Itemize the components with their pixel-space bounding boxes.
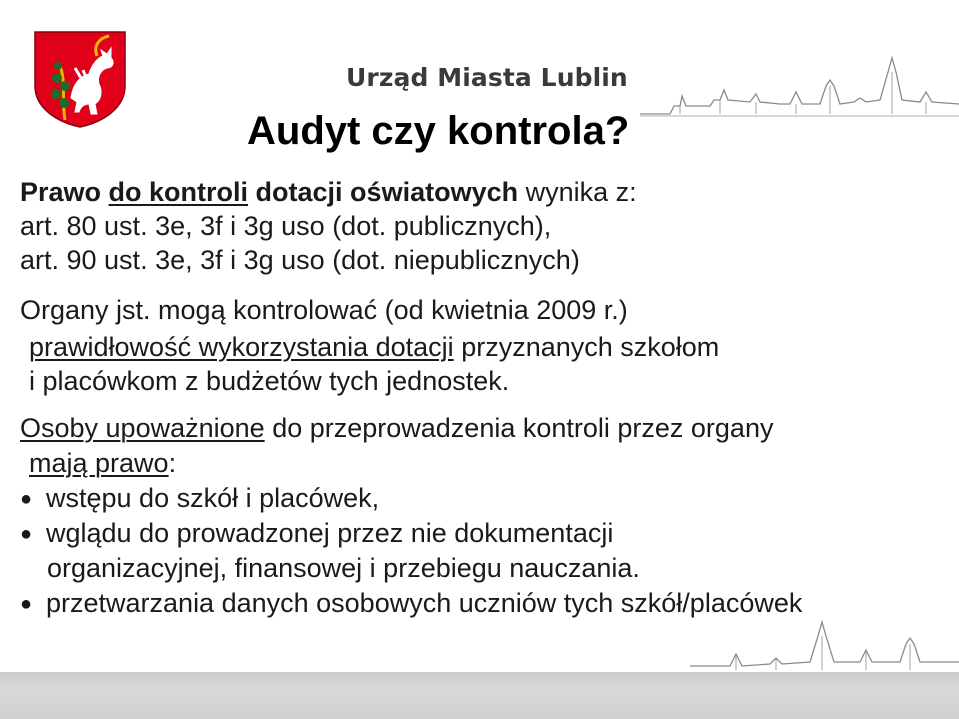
bullet-item-3 <box>20 588 802 619</box>
office-name: Urząd Miasta Lublin <box>346 63 628 92</box>
bullet-text-2a: wglądu do prowadzonej przez nie dokumentacji <box>46 518 614 548</box>
bullet-item-2-cont: organizacyjnej, finansowej i przebiegu nauczania. <box>47 553 640 583</box>
bullet-icon: ● <box>20 523 33 545</box>
bullet-text-1: wstępu do szkół i placówek, <box>46 483 380 513</box>
lublin-skyline-icon <box>640 52 959 118</box>
p2-rest: przyznanych szkołom <box>461 332 720 362</box>
p3-rest1: do przeprowadzenia kontroli przez organy <box>272 413 774 443</box>
p3-maja-prawo: mają prawo <box>29 448 169 478</box>
p1-line2: art. 80 ust. 3e, 3f i 3g uso (dot. publicznych), <box>20 211 552 241</box>
lublin-skyline-icon <box>690 608 959 674</box>
p1-dotacji: dotacji oświatowych <box>255 177 519 207</box>
p1-word-prawo: Prawo <box>20 177 102 207</box>
bullet-icon: ● <box>20 593 33 615</box>
bullet-text-3: przetwarzania danych osobowych uczniów tych szkół/placówek <box>46 588 803 618</box>
p3-colon: : <box>168 448 177 478</box>
p3-line2 <box>29 448 176 479</box>
p3-line1 <box>20 413 773 444</box>
p3-osoby: Osoby upoważnione <box>20 413 265 443</box>
p1-do-kontroli: do kontroli <box>108 177 249 207</box>
p2-line2 <box>29 332 719 363</box>
p2-underlined: prawidłowość wykorzystania dotacji <box>29 332 454 362</box>
p1-wynika: wynika z: <box>525 177 637 207</box>
bullet-icon: ● <box>20 488 33 510</box>
lublin-coat-of-arms-icon <box>31 28 129 128</box>
bullet-item-1 <box>20 483 379 514</box>
p2-line1: Organy jst. mogą kontrolować (od kwietnia 2009 r.) <box>20 295 628 325</box>
p1-line3: art. 90 ust. 3e, 3f i 3g uso (dot. niepublicznych) <box>20 245 580 275</box>
slide-title: Audyt czy kontrola? <box>247 109 630 153</box>
p2-line3: i placówkom z budżetów tych jednostek. <box>29 366 510 396</box>
footer-band <box>0 672 959 719</box>
bullet-item-2 <box>20 518 613 549</box>
p1-line1 <box>20 177 637 208</box>
